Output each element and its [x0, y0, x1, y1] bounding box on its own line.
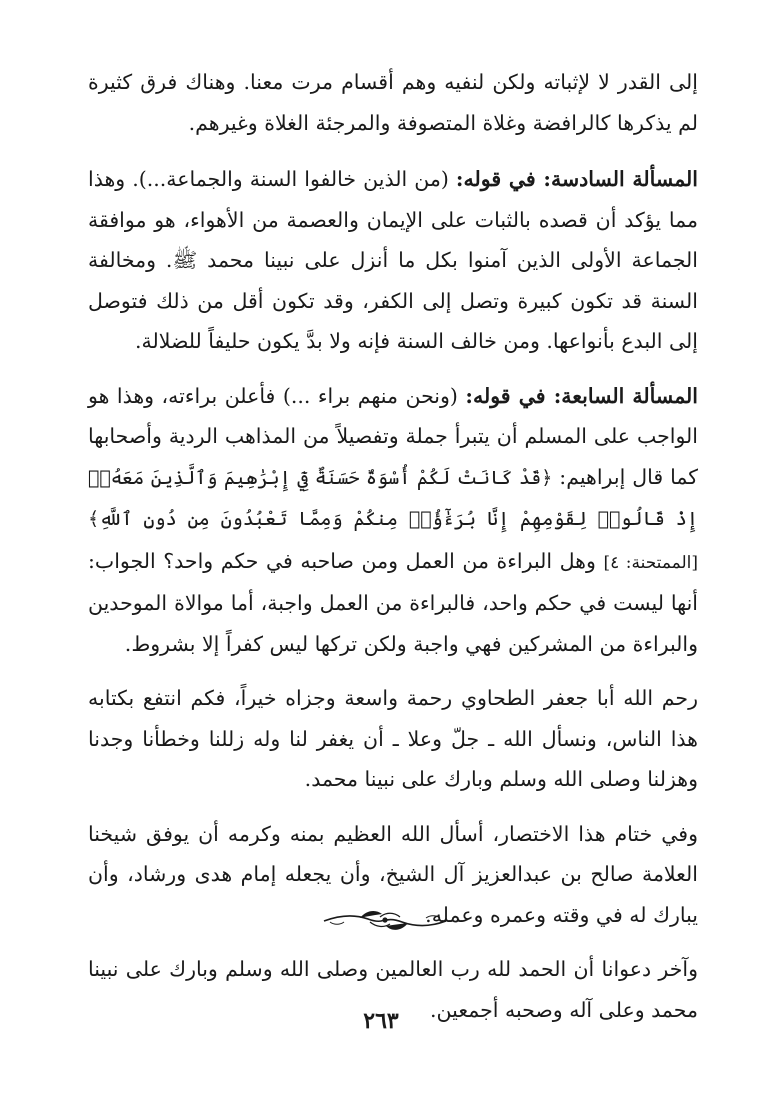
paragraph-text: رحم الله أبا جعفر الطحاوي رحمة واسعة وجزاه خيراً، فكم انتفع بكتابه هذا الناس، ونسأل الله ـ جلّ وعلا ـ أن يغفر لنا وله زللنا وخطأنا وجدنا وهزلنا وصلى الله وسلم وبارك على نبينا محمد.: [88, 686, 698, 791]
paragraph-text: وفي ختام هذا الاختصار، أسأل الله العظيم بمنه وكرمه أن يوفق شيخنا العلامة صالح بن عبدالعزيز آل الشيخ، وأن يجعله إمام هدى ورشاد، وأن يبارك له في وقته وعمره وعمله.: [88, 821, 698, 927]
paragraph-text: وآخر دعوانا أن الحمد لله رب العالمين وصلى الله وسلم وبارك على نبينا محمد وعلى آله وصحبه أجمعين.: [88, 957, 698, 1022]
sixth-issue-text: (من الذين خالفوا السنة والجماعة...). وهذا مما يؤكد أن قصده بالثبات على الإيمان والعصمة من الأهواء، هو موافقة الجماعة الأولى الذين آمنوا بكل ما أنزل على نبينا محمد ﷺ. ومخالفة السنة قد تكون كبيرة وتصل إلى الكفر، وقد تكون أقل من ذلك فتوصل إلى البدع بأنواعها. ومن خالف السنة فإنه ولا بدَّ يكون حليفاً للضلالة.: [88, 167, 698, 353]
page-number: ٢٦٣: [363, 1008, 399, 1034]
seventh-issue-text-a: (ونحن منهم براء ...) فأعلن براءته، وهذا هو الواجب على المسلم أن يتبرأ جملة وتفصيلاً من المذاهب الردية وأصحابها كما قال إبراهيم:: [88, 383, 698, 489]
sixth-issue-heading: المسألة السادسة: في قوله:: [455, 167, 698, 191]
paragraph-seventh-issue: [88, 376, 698, 665]
seventh-issue-text-b: وهل البراءة من العمل ومن صاحبه في حكم واحد؟ الجواب: أنها ليست في حكم واحد، فالبراءة من العمل واجبة، أما موالاة الموحدين والبراءة من المشركين فهي واجبة ولكن تركها ليس كفراً إلا بشروط.: [88, 548, 698, 656]
verse-reference: [الممتحنة: ٤]: [603, 552, 699, 573]
floral-divider-ornament-icon: [320, 905, 450, 935]
quran-verse: ﴿قَدْ كَانَتْ لَكُمْ أُسْوَةٌ حَسَنَةٌ فِيٓ إِبْرَٰهِيمَ وَٱلَّذِينَ مَعَهُۥٓ إِذْ قَالُوا۟ لِقَوْمِهِمْ إِنَّا بُرَءَٰٓؤُا۟ مِنكُمْ وَمِمَّا تَعْبُدُونَ مِن دُونِ ٱللَّهِ﴾: [88, 466, 698, 530]
document-body: [88, 62, 698, 1044]
paragraph-text: إلى القدر لا لإثباته ولكن لنفيه وهم أقسام مرت معنا. وهناك فرق كثيرة لم يذكرها كالرافضة وغلاة المتصوفة والمرجئة الغلاة وغيرهم.: [88, 70, 698, 135]
paragraph-qadar-sects: [88, 62, 698, 143]
seventh-issue-heading: المسألة السابعة: في قوله:: [465, 383, 699, 408]
paragraph-sixth-issue: [88, 159, 698, 362]
paragraph-prayer-tahawi: [88, 678, 698, 800]
